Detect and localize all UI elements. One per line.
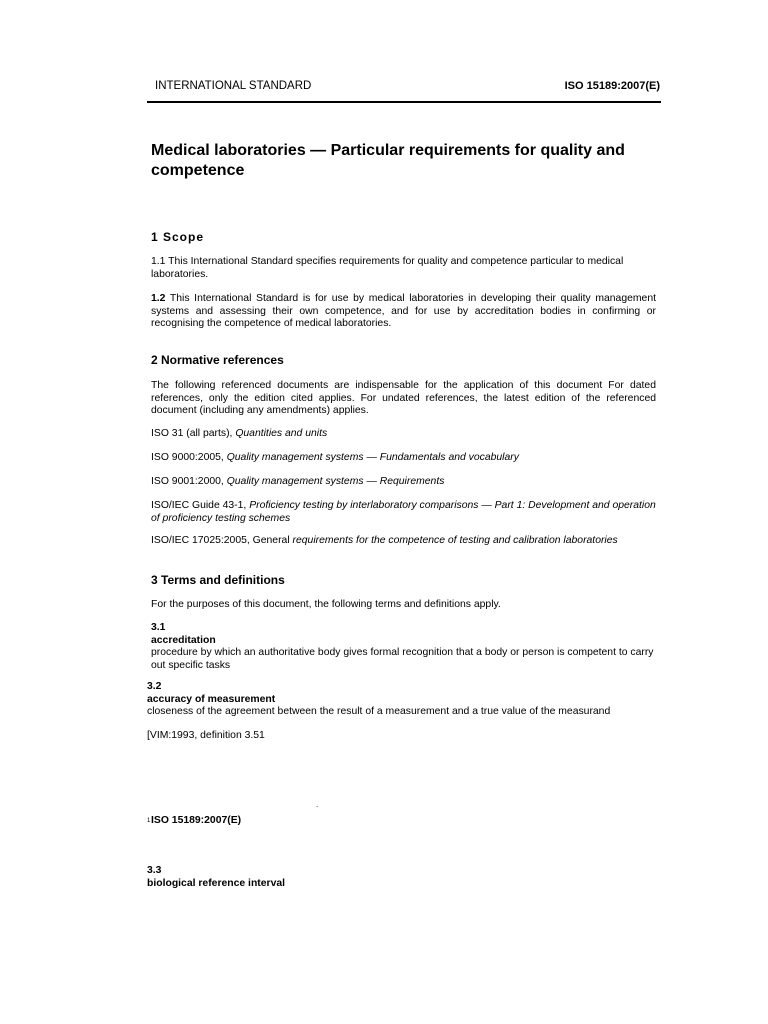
normative-intro: The following referenced documents are indispensable for the application of this document For dated references, only the edition cited applies. For undated references, the latest edition of the referenced document (including any amendments) applies. — [151, 380, 656, 417]
reference-code: ISO 9000:2005, — [151, 452, 227, 463]
scope-paragraph-1: 1.1 This International Standard specifies requirements for quality and competence particular to medical laboratories. — [151, 256, 624, 280]
document-title: Medical laboratories — Particular requirements for quality and competence — [151, 142, 625, 179]
definition-term: accreditation — [151, 634, 216, 646]
reference-title: Quality management systems — Requirements — [226, 476, 445, 487]
reference-item — [151, 476, 656, 489]
definition-number: 3.3 — [147, 865, 162, 876]
definition-text: closeness of the agreement between the result of a measurement and a true value of the measurand — [147, 706, 611, 718]
section-normative-heading: 2 Normative references — [151, 353, 284, 367]
header-document-code: ISO 15189:2007(E) — [564, 80, 660, 92]
definition-term: accuracy of measurement — [147, 693, 276, 705]
header-standard-label: INTERNATIONAL STANDARD — [155, 80, 312, 92]
definition-term: biological reference interval — [147, 877, 286, 889]
reference-code: ISO 31 (all parts), — [151, 428, 236, 439]
reference-title: requirements for the competence of testing and calibration laboratories — [292, 535, 618, 546]
terms-intro: For the purposes of this document, the following terms and definitions apply. — [151, 599, 501, 610]
reference-code: ISO/IEC Guide 43-1, — [151, 500, 250, 511]
footer-document-code: ISO 15189:2007(E) — [151, 815, 242, 826]
scope-paragraph-2-text: This International Standard is for use by medical laboratories in developing their quality management systems and assessing their own competence, and for use by accreditation bodies in confirming or recognising the competence of medical laboratories. — [151, 293, 656, 330]
header-rule — [147, 101, 661, 103]
scope-paragraph-2-number: 1.2 — [151, 293, 166, 304]
stray-dot: . — [316, 800, 319, 809]
scope-paragraph-2 — [151, 293, 656, 331]
section-terms-heading: 3 Terms and definitions — [151, 573, 285, 587]
definition-number: 3.1 — [151, 622, 166, 633]
definition-text: procedure by which an authoritative body gives formal recognition that a body or person is competent to carry out specific tasks — [151, 647, 654, 671]
reference-title: Quality management systems — Fundamentals and vocabulary — [226, 452, 519, 463]
definition-number: 3.2 — [147, 681, 162, 692]
reference-title: Quantities and units — [235, 428, 328, 439]
reference-item — [151, 452, 656, 465]
reference-code: ISO 9001:2000, — [151, 476, 227, 487]
definition-note: [VIM:1993, definition 3.51 — [147, 730, 265, 741]
footer-page-mark: 1 — [147, 818, 151, 824]
reference-title: Proficiency testing by interlaboratory comparisons — Part 1: Development and operation of proficiency testing schemes — [151, 500, 656, 524]
reference-code: ISO/IEC 17025:2005, General — [151, 535, 293, 546]
reference-item — [151, 535, 656, 548]
definition-3-3 — [147, 865, 652, 890]
definition-3-1 — [151, 622, 656, 672]
reference-item — [151, 500, 656, 525]
reference-item — [151, 428, 656, 441]
section-scope-heading: 1 Scope — [151, 230, 205, 244]
definition-3-2 — [147, 681, 652, 719]
